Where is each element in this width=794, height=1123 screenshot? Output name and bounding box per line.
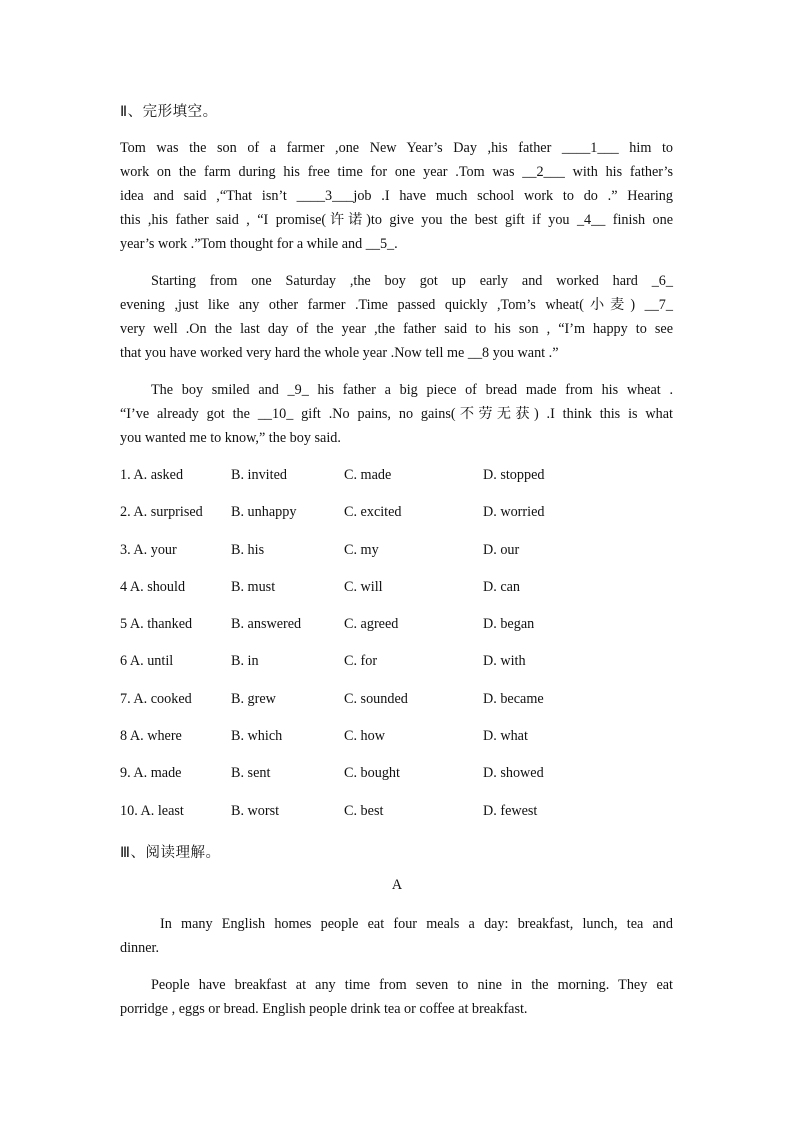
option-d: D. what (483, 728, 528, 745)
option-d: D. worried (483, 504, 545, 521)
text-line: work on the farm during his free time for one year .Tom was __2___ with his father’s (120, 164, 673, 180)
text-line: Starting from one Saturday ,the boy got up early and worked hard _6_ (151, 273, 673, 289)
option-a: 6 A. until (120, 653, 174, 670)
text-line: idea and said ,“That isn’t ____3___job .I have much school work to do .” Hearing (120, 188, 673, 204)
option-d: D. with (483, 653, 526, 670)
option-b: B. must (231, 578, 276, 595)
text-line: People have breakfast at any time from seven to nine in the morning. They eat (151, 977, 673, 993)
option-d: D. stopped (483, 467, 545, 483)
text-line: very well .On the last day of the year ,the father said to his son , “I’m happy to see (120, 321, 673, 337)
passage-title: A (391, 877, 403, 893)
option-b: B. answered (231, 616, 302, 633)
text-line: The boy smiled and _9_ his father a big piece of bread made from his wheat . (151, 382, 673, 398)
option-a: 9. A. made (120, 765, 182, 782)
section-3-heading: Ⅲ、阅读理解。 (120, 845, 221, 861)
cloze-paragraph-3 (120, 378, 673, 450)
option-c: C. bought (344, 765, 400, 782)
option-d: D. fewest (483, 802, 538, 819)
option-b: B. sent (231, 765, 271, 782)
question-options-row (120, 579, 680, 616)
text-line: Tom was the son of a farmer ,one New Year’s Day ,his father ____1___ him to (120, 140, 673, 156)
option-d: D. showed (483, 765, 544, 782)
option-c: C. agreed (344, 616, 399, 633)
option-d: D. became (483, 690, 544, 707)
cloze-paragraph-1 (120, 136, 673, 256)
text-line: dinner. (120, 940, 160, 956)
question-options-row (120, 803, 680, 840)
text-line: evening ,just like any other farmer .Time passed quickly ,Tom’s wheat(小麦) __7_ (120, 297, 673, 313)
option-c: C. will (344, 578, 383, 595)
option-c: C. my (344, 541, 379, 558)
option-a: 3. A. your (120, 541, 177, 558)
option-c: C. made (344, 467, 392, 483)
question-options-row (120, 504, 680, 541)
text-line: “I’ve already got the __10_ gift .No pains, no gains(不劳无获) .I think this is what (120, 406, 673, 422)
question-options-row (120, 542, 680, 579)
reading-paragraph-1 (120, 912, 673, 960)
option-a: 8 A. where (120, 728, 182, 745)
option-a: 4 A. should (120, 578, 186, 595)
question-options-row (120, 653, 680, 690)
option-a: 5 A. thanked (120, 616, 193, 633)
option-c: C. best (344, 802, 384, 819)
option-d: D. our (483, 541, 520, 558)
question-options-row (120, 467, 680, 504)
text-line: that you have worked very hard the whole year .Now tell me __8 you want .” (120, 345, 559, 361)
option-b: B. unhappy (231, 504, 297, 521)
option-a: 2. A. surprised (120, 504, 203, 521)
option-c: C. sounded (344, 690, 408, 707)
option-b: B. in (231, 653, 259, 670)
option-c: C. excited (344, 504, 402, 521)
question-options-row (120, 765, 680, 802)
text-line: this ,his father said , “I promise(许诺)to give you the best gift if you _4__ finish one (120, 212, 673, 228)
option-b: B. his (231, 541, 265, 558)
answer-options-list (120, 467, 680, 840)
option-a: 7. A. cooked (120, 690, 192, 707)
text-line: you wanted me to know,” the boy said. (120, 430, 341, 446)
question-options-row (120, 728, 680, 765)
option-b: B. which (231, 728, 283, 745)
question-options-row (120, 616, 680, 653)
reading-paragraph-2 (120, 973, 673, 1021)
section-2-heading: Ⅱ、完形填空。 (120, 104, 218, 120)
text-line: In many English homes people eat four meals a day: breakfast, lunch, tea and (160, 916, 673, 932)
question-options-row (120, 691, 680, 728)
text-line: porridge , eggs or bread. English people drink tea or coffee at breakfast. (120, 1001, 528, 1017)
option-d: D. can (483, 578, 521, 595)
cloze-paragraph-2 (120, 269, 673, 365)
option-d: D. began (483, 616, 535, 633)
option-b: B. worst (231, 802, 280, 819)
option-c: C. for (344, 653, 378, 670)
option-b: B. invited (231, 467, 287, 483)
text-line: year’s work .”Tom thought for a while and __5_. (120, 236, 398, 252)
option-c: C. how (344, 728, 385, 745)
option-a: 10. A. least (120, 802, 184, 819)
option-b: B. grew (231, 690, 276, 707)
option-a: 1. A. asked (120, 467, 184, 483)
